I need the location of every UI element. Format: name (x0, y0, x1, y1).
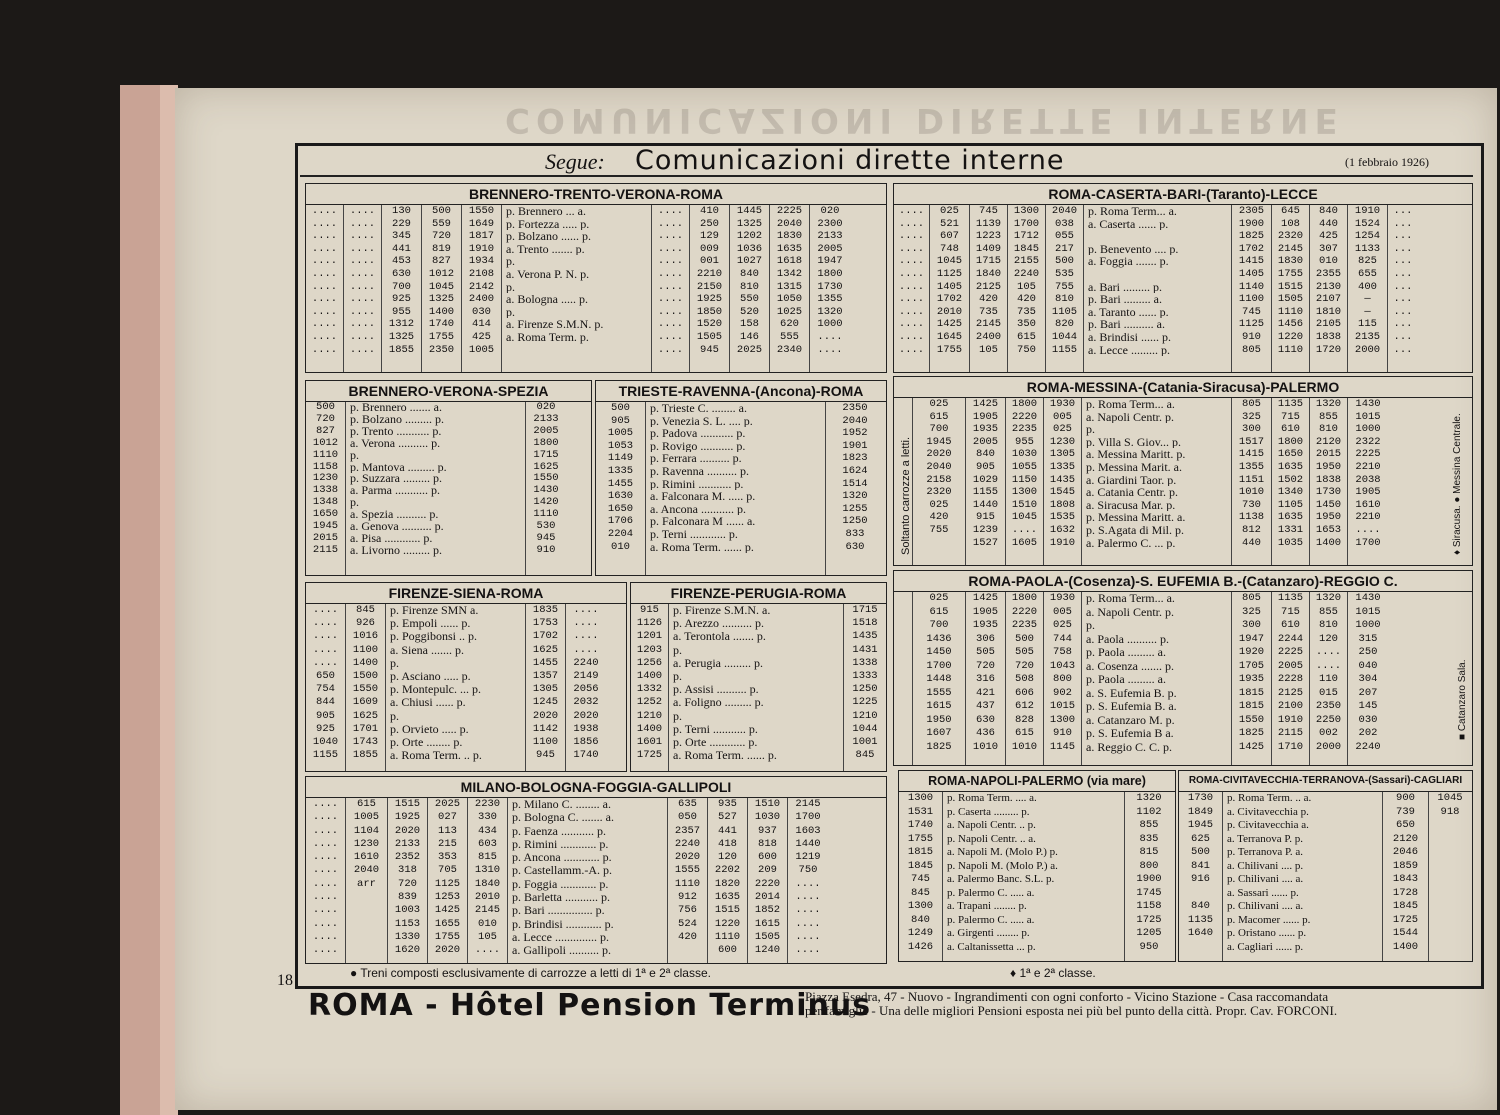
column-7: 840 440 425 307 010 2355 2130 2107 1810 2105 1838 1720 (1310, 205, 1348, 372)
column-8: 1910 1524 1254 1133 825 655 400 — — 115 2135 2000 (1348, 205, 1388, 372)
table-brennero-verona-spezia (305, 380, 592, 576)
date-label: (1 febbraio 1926) (1345, 155, 1429, 169)
column-1: .... .... .... .... .... 650 754 844 905 925 1040 1155 (306, 604, 346, 771)
column-7: 1320 855 810 2120 2015 1950 1838 1730 1450 1950 1653 1400 (1310, 398, 1348, 565)
column-2: 745 1139 1223 1409 1715 1840 2125 420 735 2145 2400 105 (970, 205, 1008, 372)
column-5: 2305 1900 1825 1702 1415 1405 1140 1100 745 1125 910 805 (1232, 205, 1272, 372)
column-1: 025 615 700 1945 2020 2040 2158 2320 025 420 755 (912, 398, 966, 565)
table-title: BRENNERO-TRENTO-VERONA-ROMA (306, 184, 886, 205)
table-firenze-perugia-roma (630, 582, 887, 772)
ad-line-1: Piazza Esedra, 47 - Nuovo - Ingrandimenti con ogni conforto - Vicino Stazione - Casa raccomandata (805, 989, 1329, 1004)
segue-label: Segue: (545, 149, 605, 174)
column-2: 1425 1905 1935 306 505 720 316 421 437 630 436 1010 (966, 592, 1006, 765)
station-column: p. Brennero ... a. p. Fortezza ..... p. p. Bolzano ...... p. a. Trento ....... p. p. a. Verona P. N. p. p. a. Bologna ..... p. p. a. Firenze S.M.N. p. a. Roma Term. p. (502, 205, 652, 372)
station-column: p. Roma Term... a. a. Caserta ...... p. p. Benevento .... p. a. Foggia ....... p. a. Bari ......... p. p. Bari ......... a. a. Taranto ...... p. p. Bari .......... a. a. Brindisi ...... p. a. Lecce ......... p. (1084, 205, 1232, 372)
table-roma-messina-palermo (893, 376, 1473, 566)
column-6: 635 050 2357 2240 2020 1555 1110 912 756 524 420 (668, 798, 708, 963)
station-column: p. Trieste C. ........ a. p. Venezia S. L. .... p. p. Padova ........... p. p. Rovigo ........... p. p. Ferrara .......... p. p. Ravenna .......... p. p. Rimini ........... p. a. Falconara M. ..... p. a. Ancona ........... p. p. Falconara M ...... a. p. Terni ............ p. a. Roma Term. ...... p. (646, 402, 826, 575)
station-column: p. Milano C. ........ a. p. Bologna C. ....... a. p. Faenza ........... p. p. Rimini ............ p. p. Ancona ............ p. p. Castellamm.-A. p. p. Foggia ............ p. p. Barletta ........... p. p. Bari ............... p. p. Brindisi ............ p. a. Lecce .............. p. a. Gallipoli .......... p. (508, 798, 668, 963)
column-3: 1515 1925 2020 2133 2352 318 720 839 1003 1153 1330 1620 (388, 798, 428, 963)
side-note-catanzaro: ■ Catanzaro Sala. (1457, 659, 1468, 740)
page-title: Comunicazioni dirette interne (635, 145, 1065, 176)
column-5: 805 325 300 1517 1415 1355 1151 1010 730 1138 812 440 (1232, 398, 1272, 565)
table-firenze-siena-roma (305, 582, 627, 772)
table-title: ROMA-CIVITAVECCHIA-TERRANOVA-(Sassari)-CAGLIARI (1179, 771, 1472, 792)
column-4: 1930 005 025 744 758 1043 800 902 1015 1300 910 1145 (1044, 592, 1082, 765)
column-down-3: 1550 1649 1817 1910 1934 2108 2142 2400 030 414 425 1005 (462, 205, 502, 372)
table-milano-bologna-foggia-gallipoli (305, 776, 887, 964)
column-up-1: 410 250 129 009 001 2210 2150 1925 1850 1520 1505 945 (690, 205, 730, 372)
column-2: 615 1005 1104 1230 1610 2040 arr (346, 798, 388, 963)
column-4: 2025 027 113 215 353 705 1125 1253 1425 1655 1755 2020 (428, 798, 468, 963)
table-roma-paola-reggio (893, 570, 1473, 766)
table-title: TRIESTE-RAVENNA-(Ancona)-ROMA (596, 381, 886, 402)
column-7: 1320 855 810 120 .... .... 110 015 2350 2250 002 2000 (1310, 592, 1348, 765)
column-up-2: 1445 1325 1202 1036 1027 840 810 550 520 158 146 2025 (730, 205, 770, 372)
column-6: 645 108 2320 2145 1830 1755 1515 1505 1110 1456 1220 1110 (1272, 205, 1310, 372)
column-3: 1800 2220 2235 500 505 720 508 606 612 828 615 1010 (1006, 592, 1044, 765)
table-trieste-ravenna-roma (595, 380, 887, 576)
column-up-3: 2225 2040 1830 1635 1618 1342 1315 1050 1025 620 555 2340 (770, 205, 810, 372)
table-title: ROMA-PAOLA-(Cosenza)-S. EUFEMIA B.-(Catanzaro)-REGGIO C. (894, 571, 1472, 592)
station-column: p. Firenze SMN a. p. Empoli ...... p. p. Poggibonsi .. p. a. Siena ....... p. p. p. Asciano ..... p. p. Montepulc. ... p. a. Chiusi ...... p. p. p. Orvieto ..... p. p. Orte ........ p. a. Roma Term. .. p. (386, 604, 526, 771)
column-up: 2350 2040 1952 1901 1823 1624 1514 1320 1255 1250 833 630 (842, 402, 868, 553)
station-column: p. Roma Term. .. a. a. Civitavecchia p. p. Civitavecchia a. a. Terranova P. p. p. Terranova P. a. a. Chilivani .... p. p. Chilivani .... a. a. Sassari ...... p. p. Chilivani .... a. p. Macomer ...... p. p. Oristano ...... p. a. Cagliari ...... p. (1223, 792, 1383, 961)
column-4: 1930 005 025 1230 1305 1335 1435 1545 1808 1535 1632 1910 (1044, 398, 1082, 565)
column-6: 1135 715 610 2244 2225 2005 2228 2125 2100 1910 2115 1710 (1272, 592, 1310, 765)
column-3: 1045 918 (1437, 792, 1463, 818)
column-4: 2040 038 055 217 500 535 755 810 1105 820 1044 1155 (1046, 205, 1084, 372)
column-1: .... .... .... .... .... .... .... .... .... .... .... .... (306, 798, 346, 963)
station-column: p. Brennero ....... a. p. Bolzano ......... p. p. Trento ........... p. a. Verona .......... p. p. p. Mantova ......... p. p. Suzzara ......... p. a. Parma ........... p. p. a. Spezia .......... p. a. Genova .......... p. a. Pisa ............ p. a. Livorno ......... p. (346, 402, 526, 575)
column-down-1: 130 229 345 441 453 630 700 925 955 1312 1325 1855 (382, 205, 422, 372)
bleed-through-text: COMUNICAZIONI DIRETTE INTERNE (505, 100, 1344, 140)
column-1: 025 521 607 748 1045 1125 1405 1702 2010 1425 1645 1755 (930, 205, 970, 372)
column-1: 915 1126 1201 1203 1256 1400 1332 1252 1210 1400 1601 1725 (631, 604, 669, 771)
ad-line-2: per famiglie - Una delle migliori Pensioni esposta nei più bel punto della città. Propr. Cav. FORCONI. (805, 1003, 1338, 1018)
table-title: ROMA-CASERTA-BARI-(Taranto)-LECCE (894, 184, 1472, 205)
ad-headline: ROMA - Hôtel Pension Terminus (308, 988, 872, 1023)
table-title: MILANO-BOLOGNA-FOGGIA-GALLIPOLI (306, 777, 886, 798)
column-1: 1300 1531 1740 1755 1815 1845 745 845 1300 840 1249 1426 (899, 792, 943, 961)
column: ... ... ... ... ... ... ... ... ... ... ... ... (1393, 205, 1413, 356)
column-2: 845 926 1016 1100 1400 1500 1550 1609 1625 1701 1743 1855 (346, 604, 386, 771)
footnote-sleeping-cars: ● Treni composti esclusivamente di carrozze a letti di 1ª e 2ª classe. (350, 966, 711, 980)
table-roma-caserta-bari-lecce (893, 183, 1473, 373)
column-1: 1730 1849 1945 625 500 841 916 840 1135 1640 (1179, 792, 1223, 961)
side-note-letti: Soltanto carrozze a letti. (900, 436, 912, 555)
column-2: 900 739 650 2120 2046 1859 1843 1728 1845 1725 1544 1400 (1383, 792, 1429, 961)
column-7: 935 527 441 418 120 2202 1820 1635 1515 1220 1110 600 (708, 798, 748, 963)
table-brennero-trento-verona-roma (305, 183, 887, 373)
station-column: p. Roma Term. .... a. p. Caserta ......... p. a. Napoli Centr. .. p. p. Napoli Centr. .. a. a. Napoli M. (Molo P.) p. p. Napoli M. (Molo P.) a. a. Palermo Banc. S.L. p. p. Palermo C. ..... a. a. Trapani ........ p. p. Palermo C. ..... a. a. Girgenti ........ p. a. Caltanissetta ... p. (943, 792, 1125, 961)
column-2: 1715 1518 1435 1431 1338 1333 1250 1225 1210 1044 1001 845 (852, 604, 878, 762)
column-up-4: 020 2300 2133 2005 1947 1800 1730 1355 1320 1000 .... .... (817, 205, 843, 356)
station-column: p. Firenze S.M.N. a. p. Arezzo .......... p. a. Terontola ....... p. p. a. Perugia ......... p. p. p. Assisi .......... p. a. Foligno ......... p. p. p. Terni ........... p. p. Orte ............ p. a. Roma Term. ...... p. (669, 604, 844, 771)
table-title: FIRENZE-SIENA-ROMA (306, 583, 626, 604)
footnote-classes: ♦ 1ª e 2ª classe. (1010, 966, 1096, 980)
column-8: 1510 1030 937 818 600 209 2220 2014 1852 1615 1505 1240 (748, 798, 788, 963)
page-header (300, 147, 1473, 177)
column-3: 1835 1753 1702 1625 1455 1357 1305 1245 2020 1142 1100 945 (526, 604, 566, 771)
column-down-2: 500 559 720 819 827 1012 1045 1325 1400 1740 1755 2350 (422, 205, 462, 372)
table-roma-napoli-palermo (898, 770, 1176, 962)
column-3: 1800 2220 2235 955 1030 1055 1150 1300 1510 1045 .... 1605 (1006, 398, 1044, 565)
side-note-siracusa: ♦ Siracusa. ● Messina Centrale. (1452, 413, 1463, 555)
table-title: ROMA-MESSINA-(Catania-Siracusa)-PALERMO (894, 377, 1472, 398)
table-title: BRENNERO-VERONA-SPEZIA (306, 381, 591, 402)
column-down: 500 720 827 1012 1110 1158 1230 1338 1348 1650 1945 2015 2115 (306, 402, 346, 575)
column-9: 2145 1700 1603 1440 1219 750 .... .... .... .... .... .... (795, 798, 821, 957)
column: .... .... .... .... .... .... .... .... .... .... .... .... (306, 205, 344, 372)
column-4: .... .... .... .... 2240 2149 2056 2032 2020 1938 1856 1740 (573, 604, 599, 762)
table-title: FIRENZE-PERUGIA-ROMA (631, 583, 886, 604)
column-3: 1300 1700 1712 1845 2155 2240 105 420 735 350 615 750 (1008, 205, 1046, 372)
column-5: 805 325 300 1947 1920 1705 1935 1815 1815 1550 1825 1425 (1232, 592, 1272, 765)
page-number: 18 (277, 972, 293, 989)
column-1: 025 615 700 1436 1450 1700 1448 1555 1615 1950 1607 1825 (912, 592, 966, 765)
station-column: p. Roma Term... a. a. Napoli Centr. p. p. p. Villa S. Giov... p. a. Messina Maritt. p. p. Messina Marit. a. a. Giardini Taor. p. a. Catania Centr. p. a. Siracusa Mar. p. p. Messina Maritt. a. p. S.Agata di Mil. p. a. Palermo C. ... p. (1082, 398, 1232, 565)
column: .... .... .... .... .... .... .... .... .... .... .... .... (344, 205, 382, 372)
column-8: 1430 1015 1000 315 250 040 304 207 145 030 202 2240 (1355, 592, 1381, 753)
table-roma-civitavecchia-cagliari (1178, 770, 1473, 962)
column-6: 1135 715 610 1800 1650 1635 1502 1340 1105 1635 1331 1035 (1272, 398, 1310, 565)
column-down: 500 905 1005 1053 1149 1335 1455 1630 1650 1706 2204 010 (596, 402, 646, 575)
column: .... .... .... .... .... .... .... .... .... .... .... .... (652, 205, 690, 372)
ad-text (805, 990, 1337, 1018)
column-5: 2230 330 434 603 815 1310 1840 2010 2145 010 105 .... (468, 798, 508, 963)
column-2: 1425 1905 1935 2005 840 905 1029 1155 1440 915 1239 1527 (966, 398, 1006, 565)
column: .... .... .... .... .... .... .... .... .... .... .... .... (894, 205, 930, 372)
column-2: 1320 1102 855 835 815 800 1900 1745 1158 1725 1205 950 (1136, 792, 1162, 953)
column-8: 1430 1015 1000 2322 2225 2210 2038 1905 1610 2210 .... 1700 (1355, 398, 1381, 549)
advertisement (300, 990, 1480, 1030)
station-column: p. Roma Term... a. a. Napoli Centr. p. p. a. Paola .......... p. p. Paola ......... a. a. Cosenza ....... p. p. Paola ......... a. a. S. Eufemia B. p. p. S. Eufemia B. a. a. Catanzaro M. p. p. S. Eufemia B a. a. Reggio C. C. p. (1082, 592, 1232, 765)
column-up: 020 2133 2005 1800 1715 1625 1550 1430 1420 1110 530 945 910 (533, 402, 559, 556)
table-title: ROMA-NAPOLI-PALERMO (via mare) (899, 771, 1175, 792)
